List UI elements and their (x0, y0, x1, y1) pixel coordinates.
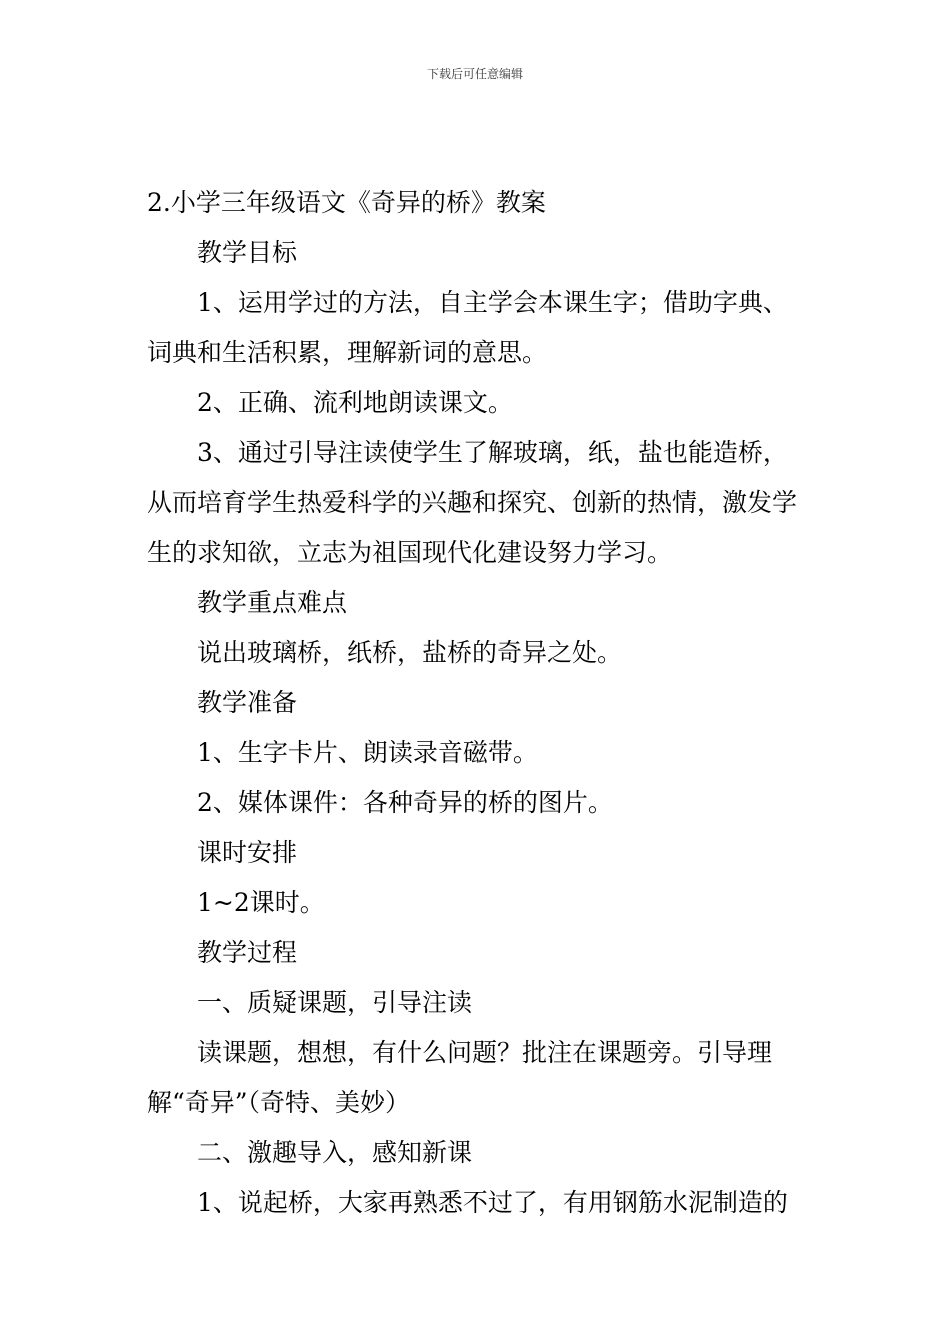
goal-item-3: 3、通过引导注读使学生了解玻璃，纸，盐也能造桥，从而培育学生热爱科学的兴趣和探究、创新的热情，激发学生的求知欲，立志为祖国现代化建设努力学习。 (147, 438, 798, 567)
key-points-text: 说出玻璃桥，纸桥，盐桥的奇异之处。 (197, 638, 623, 667)
document-body (147, 178, 807, 1228)
goal-item-2: 2、正确、流利地朗读课文。 (197, 388, 513, 417)
section-heading-schedule: 课时安排 (197, 838, 298, 867)
goal-item-1: 1、运用学过的方法，自主学会本课生字；借助字典、词典和生活积累，理解新词的意思。 (147, 288, 788, 367)
document-title: 2.小学三年级语文《奇异的桥》教案 (147, 188, 546, 217)
process-step-2-text: 1、说起桥，大家再熟悉不过了，有用钢筋水泥制造的 (197, 1188, 788, 1217)
page-header: 下载后可任意编辑 (426, 67, 523, 81)
preparation-item-1: 1、生字卡片、朗读录音磁带。 (197, 738, 538, 767)
schedule-text: 1~2课时。 (197, 888, 325, 917)
section-heading-process: 教学过程 (197, 938, 298, 967)
section-heading-goals: 教学目标 (197, 238, 298, 267)
process-step-1-text: 读课题，想想，有什么问题？批注在课题旁。引导理解“奇异”（奇特、美妙） (147, 1038, 773, 1117)
section-heading-key-points: 教学重点难点 (197, 588, 348, 617)
process-step-1-heading: 一、质疑课题，引导注读 (197, 988, 473, 1017)
process-step-2-heading: 二、激趣导入，感知新课 (197, 1138, 473, 1167)
section-heading-preparation: 教学准备 (197, 688, 298, 717)
preparation-item-2: 2、媒体课件：各种奇异的桥的图片。 (197, 788, 613, 817)
